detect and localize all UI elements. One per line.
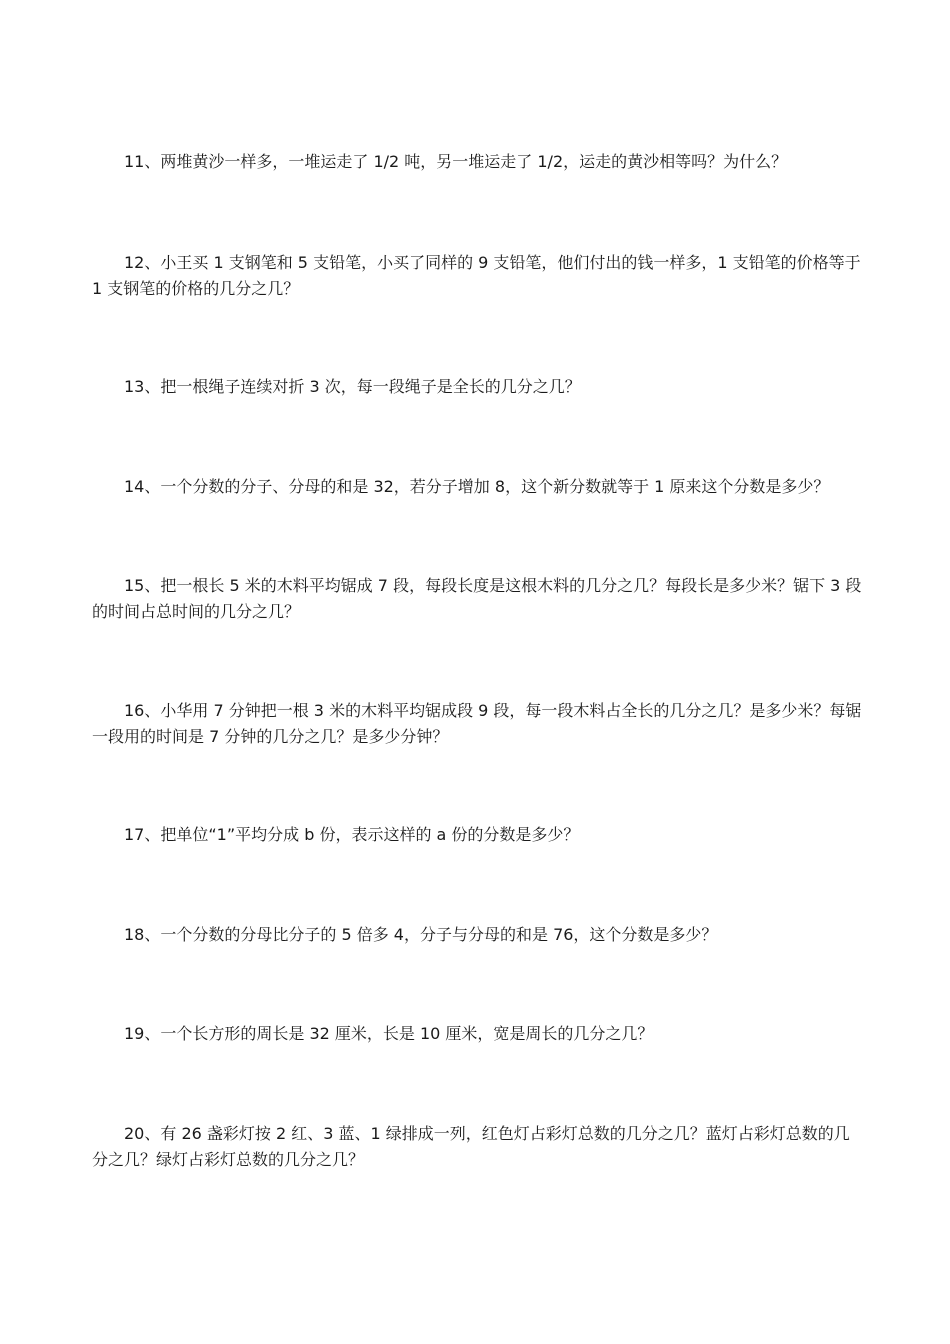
question-18: 18、一个分数的分母比分子的 5 倍多 4，分子与分母的和是 76，这个分数是多少？ [124,925,718,944]
question-19: 19、一个长方形的周长是 32 厘米，长是 10 厘米，宽是周长的几分之几？ [124,1024,654,1043]
question-12: 12、小王买 1 支钢笔和 5 支铅笔，小买了同样的 9 支铅笔，他们付出的钱一样多，1 支铅笔的价格等于 1 支钢笔的价格的几分之几？ [92,253,861,298]
question-13: 13、把一根绳子连续对折 3 次，每一段绳子是全长的几分之几？ [124,377,581,396]
question-15: 15、把一根长 5 米的木料平均锯成 7 段，每段长度是这根木料的几分之几？每段长是多少米？锯下 3 段的时间占总时间的几分之几？ [92,576,862,621]
question-16: 16、小华用 7 分钟把一根 3 米的木料平均锯成段 9 段，每一段木料占全长的几分之几？是多少米？每锯一段用的时间是 7 分钟的几分之几？是多少分钟？ [92,701,862,746]
question-17: 17、把单位“1”平均分成 b 份，表示这样的 a 份的分数是多少？ [124,825,580,844]
question-11: 11、两堆黄沙一样多，一堆运走了 1/2 吨，另一堆运走了 1/2，运走的黄沙相等吗？为什么？ [124,152,788,171]
question-14: 14、一个分数的分子、分母的和是 32，若分子增加 8，这个新分数就等于 1 原来这个分数是多少？ [124,477,830,496]
question-20: 20、有 26 盏彩灯按 2 红、3 蓝、1 绿排成一列，红色灯占彩灯总数的几分之几？蓝灯占彩灯总数的几分之几？绿灯占彩灯总数的几分之几？ [92,1124,850,1169]
